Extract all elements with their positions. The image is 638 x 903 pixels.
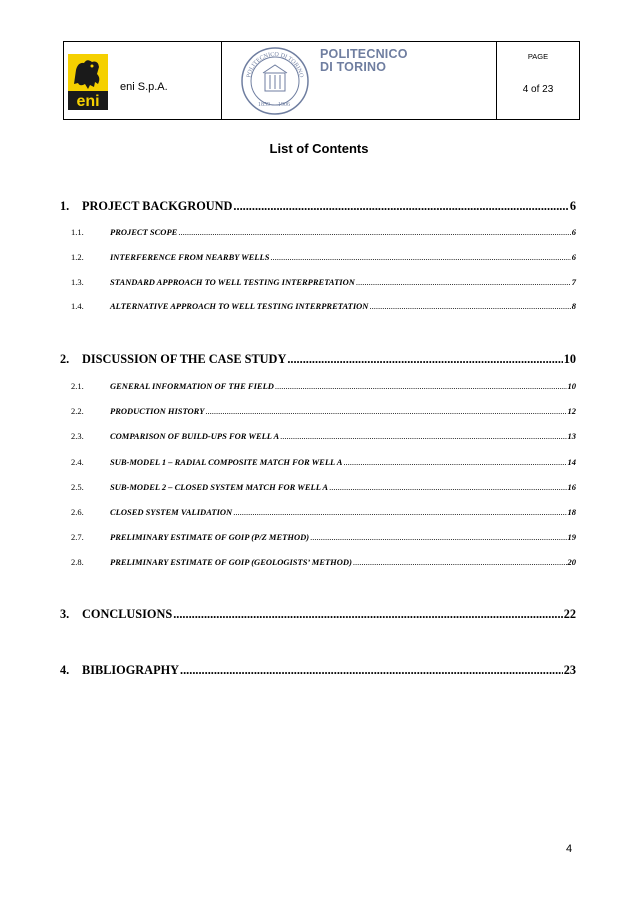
toc-entry-title: COMPARISON OF BUILD-UPS FOR WELL A bbox=[110, 431, 280, 441]
toc-entry-number: 3. bbox=[60, 607, 70, 621]
toc-entry-number: 1.3. bbox=[71, 277, 84, 287]
toc-entry-2-6[interactable] bbox=[60, 507, 576, 517]
toc-entry-title: INTERFERENCE FROM NEARBY WELLS bbox=[110, 252, 270, 262]
university-name-line1: POLITECNICO bbox=[320, 47, 408, 61]
toc-leader-dots bbox=[233, 507, 566, 517]
svg-text:POLITECNICO DI TORINO: POLITECNICO DI TORINO bbox=[246, 51, 304, 79]
university-name-line2: DI TORINO bbox=[320, 60, 387, 74]
toc-entry-number: 2.7. bbox=[71, 532, 84, 542]
toc-entry-title: PRODUCTION HISTORY bbox=[110, 406, 205, 416]
toc-leader-dots bbox=[329, 482, 566, 492]
toc-entry-2-5[interactable] bbox=[60, 482, 576, 492]
toc-entry-page: 6 bbox=[569, 199, 576, 213]
toc-entry-1-2[interactable] bbox=[60, 252, 576, 262]
toc-entry-title: STANDARD APPROACH TO WELL TESTING INTERPRETATION bbox=[110, 277, 355, 287]
toc-leader-dots bbox=[280, 431, 566, 441]
toc-entry-title: PRELIMINARY ESTIMATE OF GOIP (P/Z METHOD) bbox=[110, 532, 310, 542]
toc-entry-page: 10 bbox=[563, 352, 576, 366]
toc-entry-1-1[interactable] bbox=[60, 227, 576, 237]
toc-entry-title: BIBLIOGRAPHY bbox=[82, 663, 180, 677]
toc-leader-dots bbox=[343, 457, 566, 467]
toc-entry-2-2[interactable] bbox=[60, 406, 576, 416]
toc-entry-title: SUB-MODEL 2 – CLOSED SYSTEM MATCH FOR WELL A bbox=[110, 482, 329, 492]
svg-text:1859: 1859 bbox=[258, 102, 270, 108]
toc-entry-page: 6 bbox=[571, 227, 576, 237]
toc-leader-dots bbox=[310, 532, 566, 542]
toc-leader-dots bbox=[275, 381, 567, 391]
toc-entry-number: 2.3. bbox=[71, 431, 84, 441]
company-cell bbox=[64, 42, 222, 119]
toc-entry-number: 1.2. bbox=[71, 252, 84, 262]
page-info-cell bbox=[497, 42, 579, 119]
toc-entry-number: 2.2. bbox=[71, 406, 84, 416]
toc-title: List of Contents bbox=[269, 141, 369, 156]
toc-entry-2-8[interactable] bbox=[60, 557, 576, 567]
toc-entry-page: 16 bbox=[567, 482, 576, 492]
toc-entry-page: 7 bbox=[571, 277, 576, 287]
toc-entry-3[interactable] bbox=[60, 607, 576, 622]
toc-leader-dots bbox=[233, 199, 568, 214]
toc-entry-page: 12 bbox=[567, 406, 576, 416]
page-label: PAGE bbox=[527, 52, 549, 61]
toc-entry-1-4[interactable] bbox=[60, 301, 576, 311]
toc-entry-page: 19 bbox=[567, 532, 576, 542]
toc-entry-number: 2. bbox=[60, 352, 70, 366]
toc-entry-title: SUB-MODEL 1 – RADIAL COMPOSITE MATCH FOR WELL A bbox=[110, 457, 343, 467]
footer-page-number: 4 bbox=[566, 843, 573, 855]
toc-entry-title: CONCLUSIONS bbox=[82, 607, 173, 621]
toc-entry-title: PRELIMINARY ESTIMATE OF GOIP (GEOLOGISTS’ METHOD) bbox=[110, 557, 352, 567]
toc-entry-number: 1. bbox=[60, 199, 70, 213]
toc-entry-4[interactable] bbox=[60, 663, 576, 678]
toc-leader-dots bbox=[173, 607, 563, 622]
company-name: eni S.p.A. bbox=[120, 81, 168, 93]
toc-entry-title: PROJECT BACKGROUND bbox=[82, 199, 233, 213]
document-header bbox=[63, 41, 580, 120]
toc-entry-number: 4. bbox=[60, 663, 70, 677]
toc-entry-2-7[interactable] bbox=[60, 532, 576, 542]
toc-entry-page: 14 bbox=[567, 457, 576, 467]
toc-entry-page: 6 bbox=[571, 252, 576, 262]
toc-entry-title: GENERAL INFORMATION OF THE FIELD bbox=[110, 381, 274, 391]
toc-entry-number: 2.6. bbox=[71, 507, 84, 517]
toc-leader-dots bbox=[356, 277, 571, 287]
toc-entry-page: 20 bbox=[567, 557, 576, 567]
toc-entry-page: 10 bbox=[567, 381, 576, 391]
toc-entry-1-3[interactable] bbox=[60, 277, 576, 287]
toc-entry-number: 1.1. bbox=[71, 227, 84, 237]
toc-entry-number: 2.4. bbox=[71, 457, 84, 467]
toc-leader-dots bbox=[180, 663, 563, 678]
toc-entry-2-4[interactable] bbox=[60, 457, 576, 467]
university-cell bbox=[222, 42, 497, 119]
toc-entry-number: 2.1. bbox=[71, 381, 84, 391]
toc-entry-page: 8 bbox=[571, 301, 576, 311]
toc-entry-title: PROJECT SCOPE bbox=[110, 227, 178, 237]
toc-entry-page: 22 bbox=[563, 607, 576, 621]
university-name bbox=[320, 48, 408, 74]
toc-leader-dots bbox=[270, 252, 570, 262]
toc-entry-number: 2.5. bbox=[71, 482, 84, 492]
toc-entry-page: 18 bbox=[567, 507, 576, 517]
toc-leader-dots bbox=[353, 557, 567, 567]
toc-entry-2-3[interactable] bbox=[60, 431, 576, 441]
svg-text:1906: 1906 bbox=[278, 102, 290, 108]
toc-entry-1[interactable] bbox=[60, 199, 576, 214]
university-seal-icon bbox=[240, 46, 310, 116]
toc-entry-page: 23 bbox=[563, 663, 576, 677]
toc-entry-page: 13 bbox=[567, 431, 576, 441]
toc-leader-dots bbox=[369, 301, 570, 311]
toc-entry-2[interactable] bbox=[60, 352, 576, 367]
toc-entry-title: CLOSED SYSTEM VALIDATION bbox=[110, 507, 233, 517]
toc-entry-number: 1.4. bbox=[71, 301, 84, 311]
toc-entry-number: 2.8. bbox=[71, 557, 84, 567]
eni-logo bbox=[68, 54, 108, 110]
toc-entry-title: ALTERNATIVE APPROACH TO WELL TESTING INTERPRETATION bbox=[110, 301, 369, 311]
toc-entry-title: DISCUSSION OF THE CASE STUDY bbox=[82, 352, 287, 366]
toc-leader-dots bbox=[178, 227, 570, 237]
page-count: 4 of 23 bbox=[522, 84, 554, 95]
toc-leader-dots bbox=[287, 352, 562, 367]
toc-entry-2-1[interactable] bbox=[60, 381, 576, 391]
toc-leader-dots bbox=[205, 406, 566, 416]
svg-text:eni: eni bbox=[76, 93, 100, 110]
